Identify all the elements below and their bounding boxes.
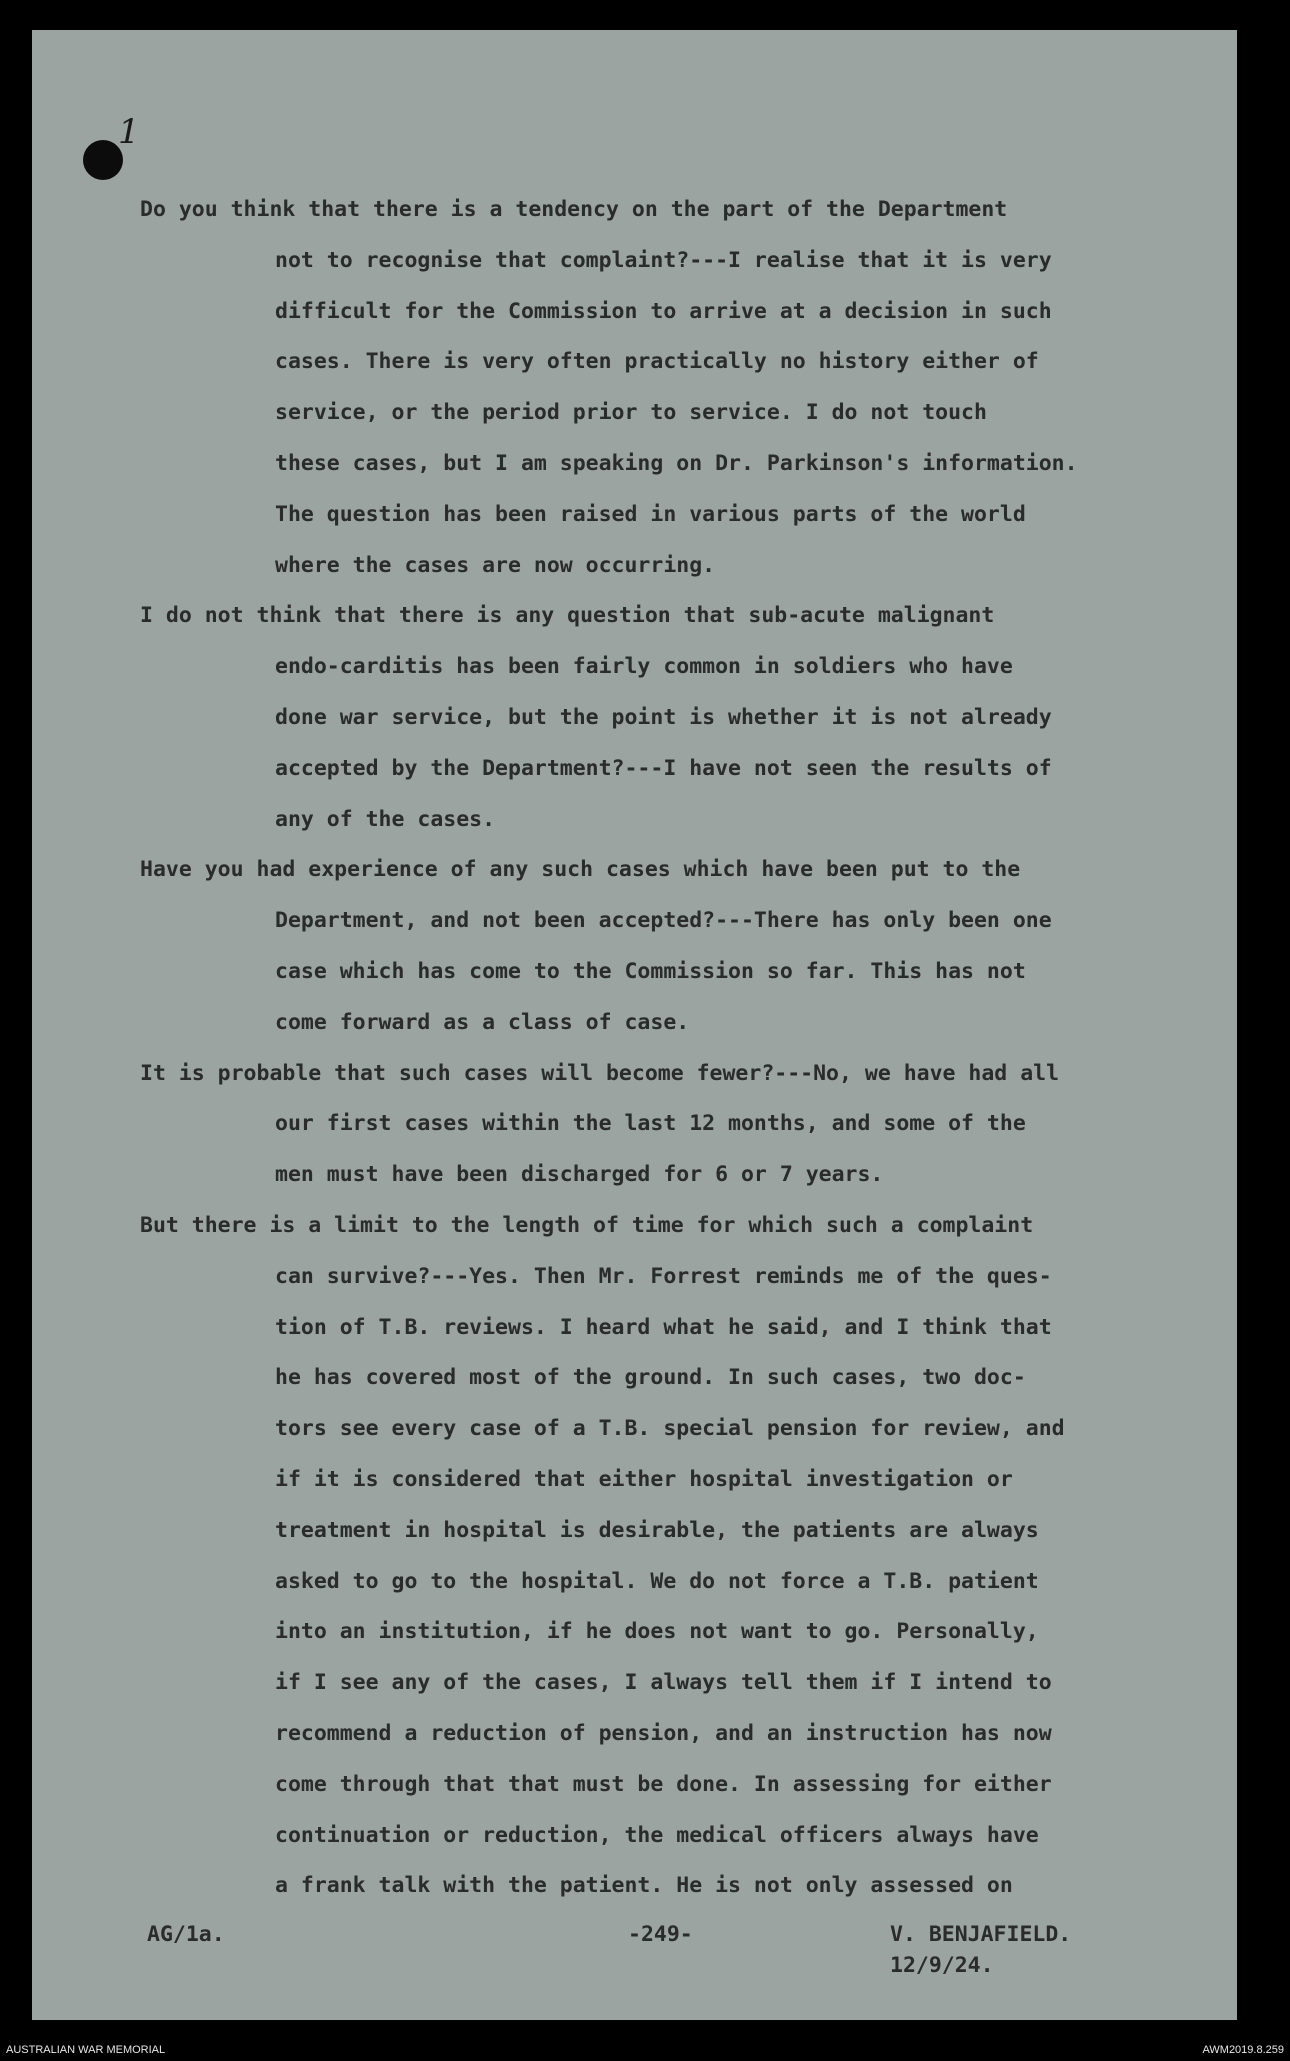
text-line: come forward as a class of case. (275, 1009, 690, 1035)
footer-date: 12/9/24. (890, 1953, 994, 1978)
text-line: The question has been raised in various parts of the world (275, 501, 1026, 527)
text-line: It is probable that such cases will become fewer?---No, we have had all (140, 1060, 1060, 1086)
text-line: treatment in hospital is desirable, the patients are always (275, 1517, 1039, 1543)
text-line: men must have been discharged for 6 or 7 years. (275, 1162, 884, 1188)
punch-hole (83, 140, 123, 180)
text-line: endo-carditis has been fairly common in soldiers who have (275, 654, 1013, 680)
footer-reference: AG/1a. (147, 1922, 225, 1947)
text-line: I do not think that there is any question that sub-acute malignant (140, 603, 995, 629)
text-line: our first cases within the last 12 months, and some of the (275, 1111, 1026, 1137)
text-line: these cases, but I am speaking on Dr. Parkinson's information. (275, 450, 1078, 476)
archive-id: AWM2019.8.259 (1202, 2044, 1284, 2056)
text-line: cases. There is very often practically no history either of (275, 349, 1039, 375)
text-line: a frank talk with the patient. He is not only assessed on (275, 1873, 1013, 1899)
pencil-annotation: 1 (118, 112, 140, 152)
page-number: -249- (628, 1922, 693, 1947)
text-line: Do you think that there is a tendency on the part of the Department (140, 197, 1008, 222)
text-line: where the cases are now occurring. (275, 552, 716, 578)
text-line: he has covered most of the ground. In such cases, two doc- (275, 1365, 1026, 1391)
text-line: can survive?---Yes. Then Mr. Forrest reminds me of the ques- (275, 1263, 1052, 1289)
text-line: if I see any of the cases, I always tell them if I intend to (275, 1670, 1052, 1696)
text-line: done war service, but the point is whether it is not already (275, 704, 1052, 730)
text-line: service, or the period prior to service. I do not touch (275, 400, 987, 426)
text-line: Department, and not been accepted?---There has only been one (275, 908, 1052, 934)
text-line: asked to go to the hospital. We do not force a T.B. patient (275, 1568, 1039, 1594)
text-line: if it is considered that either hospital investigation or (275, 1466, 1013, 1492)
text-line: come through that that must be done. In assessing for either (275, 1771, 1052, 1797)
text-line: Have you had experience of any such cases which have been put to the (140, 857, 1021, 883)
archive-credit: AUSTRALIAN WAR MEMORIAL (6, 2044, 166, 2056)
text-line: But there is a limit to the length of time for which such a complaint (140, 1212, 1034, 1238)
text-line: accepted by the Department?---I have not seen the results of (275, 755, 1052, 781)
text-line: recommend a reduction of pension, and an instruction has now (275, 1720, 1052, 1746)
footer-signature: V. BENJAFIELD. (890, 1922, 1072, 1947)
text-line: into an institution, if he does not want to go. Personally, (275, 1619, 1039, 1645)
text-line: case which has come to the Commission so far. This has not (275, 958, 1026, 984)
text-line: not to recognise that complaint?---I realise that it is very (275, 247, 1052, 273)
text-line: tors see every case of a T.B. special pension for review, and (275, 1416, 1065, 1442)
transcript-body (140, 185, 1210, 1912)
text-line: difficult for the Commission to arrive at a decision in such (275, 298, 1052, 324)
text-line: tion of T.B. reviews. I heard what he said, and I think that (275, 1314, 1052, 1340)
text-line: continuation or reduction, the medical officers always have (275, 1822, 1039, 1848)
text-line: any of the cases. (275, 806, 496, 832)
